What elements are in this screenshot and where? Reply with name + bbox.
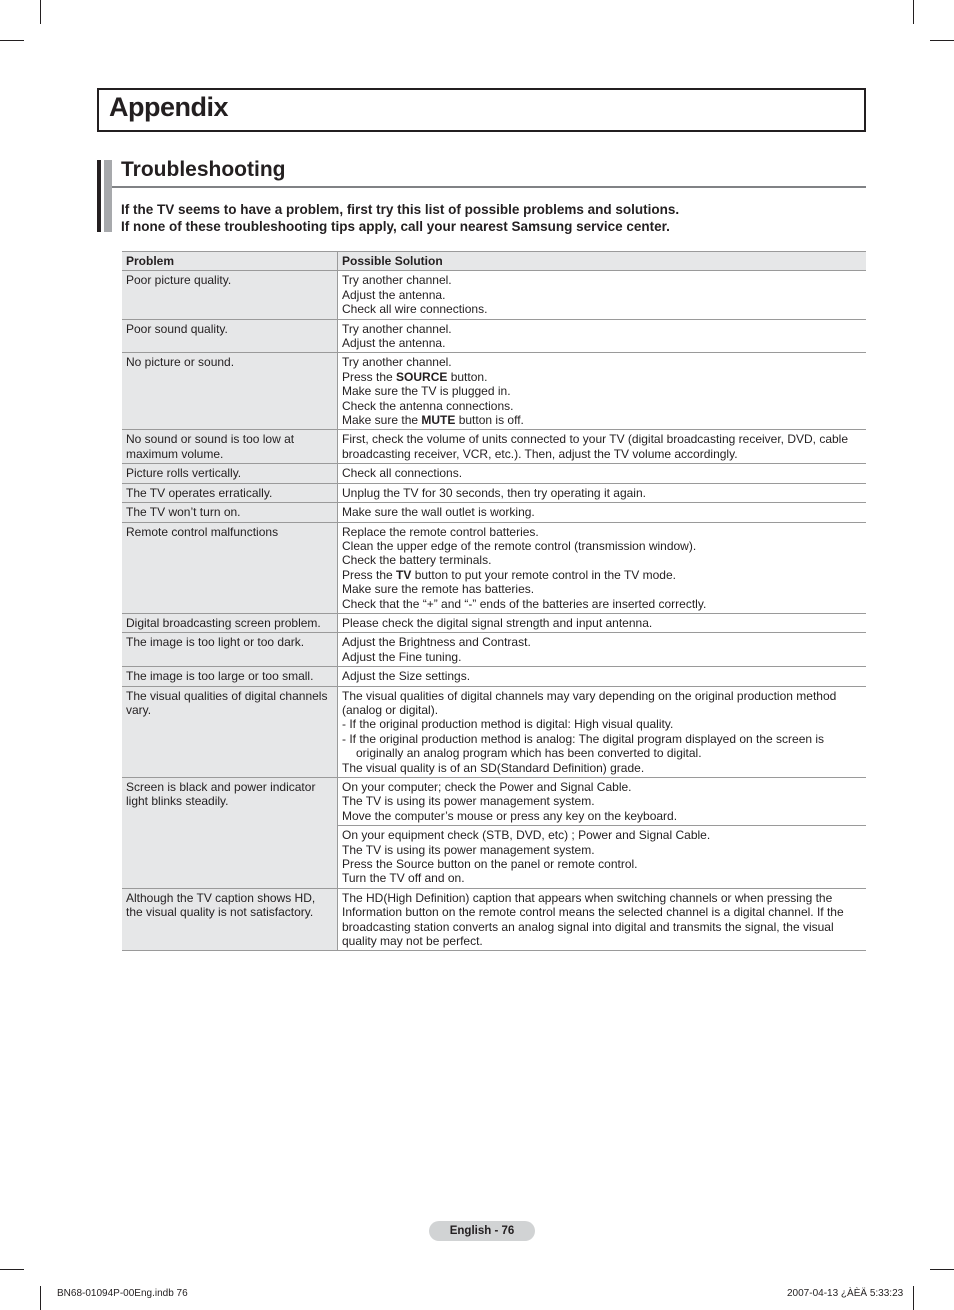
table-row — [122, 271, 866, 319]
solution-text: Try another channel. — [342, 273, 452, 288]
solution-line — [342, 568, 862, 582]
solution-text: Replace the remote control batteries. — [342, 524, 539, 539]
solution-text: Make sure the TV is plugged in. — [342, 384, 511, 399]
solution-line — [342, 322, 862, 336]
solution-line — [342, 413, 862, 427]
solution-text: The TV is using its power management system. — [342, 842, 595, 857]
solution-line — [342, 302, 862, 316]
solution-cell — [338, 686, 867, 777]
page-number-badge: English - 76 — [429, 1221, 535, 1241]
solution-text: Press the — [342, 369, 397, 384]
solution-cell — [338, 353, 867, 430]
solution-text: Turn the TV off and on. — [342, 871, 465, 886]
solution-line — [342, 669, 862, 683]
solution-cell — [338, 522, 867, 613]
solution-text: Press the Source button on the panel or remote control. — [342, 857, 638, 872]
solution-line — [342, 384, 862, 398]
problem-text: maximum volume. — [126, 446, 224, 461]
table-row — [122, 464, 866, 483]
solution-line — [342, 486, 862, 500]
table-row — [122, 430, 866, 464]
button-name: TV — [396, 567, 412, 582]
solution-line — [342, 616, 862, 630]
problem-text: Picture rolls vertically. — [126, 466, 242, 481]
solution-line — [342, 732, 862, 761]
solution-text: Please check the digital signal strength and input antenna. — [342, 615, 653, 630]
solution-line — [342, 934, 862, 948]
solution-text: Make sure the — [342, 413, 422, 428]
crop-mark — [913, 0, 914, 24]
solution-line — [342, 355, 862, 369]
solution-line — [342, 505, 862, 519]
problem-cell — [122, 613, 338, 632]
file-info: BN68-01094P-00Eng.indb 76 — [57, 1288, 188, 1299]
solution-cell — [338, 633, 867, 667]
crop-mark — [913, 1286, 914, 1310]
solution-line — [342, 597, 862, 611]
solution-line — [342, 871, 862, 885]
solution-line — [342, 703, 862, 717]
solution-line — [342, 370, 862, 384]
solution-line — [342, 857, 862, 871]
solution-line — [342, 650, 862, 664]
problem-text: Screen is black and power indicator — [126, 780, 316, 794]
solution-text: The TV is using its power management system. — [342, 794, 595, 809]
solution-text: Press the — [342, 567, 397, 582]
table-row — [122, 613, 866, 632]
solution-text: quality may not be perfect. — [342, 934, 483, 949]
solution-line — [342, 288, 862, 302]
crop-mark — [0, 1269, 24, 1270]
problem-cell — [122, 319, 338, 353]
solution-line — [342, 553, 862, 567]
solution-line — [342, 539, 862, 553]
solution-line — [342, 582, 862, 596]
table-header-row — [122, 252, 866, 271]
problem-text: The visual qualities of digital channels — [126, 688, 328, 703]
problem-cell — [122, 271, 338, 319]
crop-mark — [930, 40, 954, 41]
solution-cell — [338, 613, 867, 632]
solution-cell — [338, 888, 867, 951]
solution-line — [342, 794, 862, 808]
solution-text: Check all connections. — [342, 466, 463, 481]
troubleshooting-table — [122, 251, 866, 951]
problem-text: The image is too large or too small. — [126, 669, 314, 684]
intro-line: If none of these troubleshooting tips apply, call your nearest Samsung service center. — [121, 219, 670, 234]
problem-text: Poor picture quality. — [126, 273, 232, 288]
crop-mark — [40, 0, 41, 24]
solution-text: The visual qualities of digital channels may vary depending on the original production method — [342, 688, 837, 703]
solution-line — [342, 780, 862, 794]
solution-line — [342, 761, 862, 775]
solution-text: - If the original production method is digital: High visual quality. — [342, 717, 674, 732]
table-row — [122, 778, 866, 826]
problem-text: Although the TV caption shows HD, — [126, 890, 316, 905]
solution-text: On your equipment check (STB, DVD, etc) ; Power and Signal Cable. — [342, 828, 711, 843]
solution-text: First, check the volume of units connected to your TV (digital broadcasting receiver, DVD, cable — [342, 432, 849, 447]
problem-cell — [122, 667, 338, 686]
problem-cell — [122, 483, 338, 502]
print-timestamp: 2007-04-13 ¿ÀÈÄ 5:33:23 — [787, 1288, 904, 1299]
solution-text: Unplug the TV for 30 seconds, then try operating it again. — [342, 485, 646, 500]
solution-line — [342, 399, 862, 413]
section-marker-bar — [104, 160, 112, 232]
solution-cell — [338, 483, 867, 502]
solution-text: Try another channel. — [342, 355, 452, 370]
problem-cell — [122, 464, 338, 483]
solution-cell — [338, 319, 867, 353]
solution-text: The visual quality is of an SD(Standard Definition) grade. — [342, 760, 645, 775]
solution-line — [342, 843, 862, 857]
problem-text: Remote control malfunctions — [126, 524, 279, 539]
solution-text: On your computer; check the Power and Signal Cable. — [342, 780, 632, 794]
solution-text: Adjust the antenna. — [342, 336, 446, 351]
problem-cell — [122, 353, 338, 430]
problem-cell — [122, 430, 338, 464]
column-header-solution: Possible Solution — [338, 252, 867, 271]
problem-cell — [122, 686, 338, 777]
problem-text: No picture or sound. — [126, 355, 235, 370]
solution-text: Adjust the antenna. — [342, 287, 446, 302]
table-row — [122, 353, 866, 430]
solution-line — [342, 717, 862, 731]
table-row — [122, 319, 866, 353]
problem-text: the visual quality is not satisfactory. — [126, 905, 314, 920]
problem-cell — [122, 888, 338, 951]
solution-text: button to put your remote control in the TV mode. — [411, 567, 676, 582]
section-title: Troubleshooting — [121, 158, 286, 181]
problem-text: No sound or sound is too low at — [126, 432, 295, 447]
table-row — [122, 686, 866, 777]
solution-text: Adjust the Brightness and Contrast. — [342, 635, 531, 650]
section-marker-bar — [97, 160, 101, 232]
solution-cell — [338, 667, 867, 686]
solution-text: Check the antenna connections. — [342, 398, 514, 413]
table-row — [122, 503, 866, 522]
problem-text: The TV operates erratically. — [126, 485, 273, 500]
page-title: Appendix — [109, 92, 229, 122]
problem-text: light blinks steadily. — [126, 794, 229, 809]
solution-line — [342, 273, 862, 287]
problem-text: The TV won’t turn on. — [126, 505, 241, 520]
table-row — [122, 522, 866, 613]
crop-mark — [930, 1269, 954, 1270]
table-row — [122, 633, 866, 667]
solution-line — [342, 525, 862, 539]
intro-line: If the TV seems to have a problem, first try this list of possible problems and solutions. — [121, 202, 680, 217]
table-row — [122, 667, 866, 686]
button-name: MUTE — [421, 413, 456, 428]
solution-text: button is off. — [455, 413, 524, 428]
solution-text: button. — [447, 369, 488, 384]
table-body — [122, 271, 866, 951]
solution-text: Adjust the Size settings. — [342, 669, 471, 684]
solution-text: The HD(High Definition) caption that appears when switching channels or when pressing the — [342, 890, 833, 905]
problem-text: Digital broadcasting screen problem. — [126, 615, 321, 630]
solution-cell — [338, 464, 867, 483]
crop-mark — [40, 1286, 41, 1310]
solution-line — [342, 920, 862, 934]
solution-text: (analog or digital). — [342, 702, 439, 717]
solution-text: Adjust the Fine tuning. — [342, 649, 462, 664]
solution-text: broadcasting station converts an analog signal into digital and transmits the signal, the visual — [342, 919, 834, 934]
appendix-header — [97, 88, 866, 132]
solution-text: Check all wire connections. — [342, 302, 488, 317]
table-row — [122, 888, 866, 951]
column-header-problem: Problem — [122, 252, 338, 271]
solution-text: Information button on the remote control means the selected channel is a digital channel. If the — [342, 905, 844, 920]
problem-text: Poor sound quality. — [126, 321, 228, 336]
problem-cell — [122, 778, 338, 889]
solution-text: Make sure the remote has batteries. — [342, 582, 535, 597]
button-name: SOURCE — [396, 369, 448, 384]
problem-cell — [122, 633, 338, 667]
solution-line — [342, 635, 862, 649]
solution-text: broadcasting receiver, VCR, etc.). Then, adjust the TV volume accordingly. — [342, 446, 738, 461]
problem-text: The image is too light or too dark. — [126, 635, 305, 650]
solution-line — [342, 809, 862, 823]
problem-cell — [122, 522, 338, 613]
problem-cell — [122, 503, 338, 522]
solution-text: Check that the “+” and “-” ends of the batteries are inserted correctly. — [342, 596, 707, 611]
solution-cell — [338, 826, 867, 889]
solution-line — [342, 336, 862, 350]
problem-text: vary. — [126, 702, 152, 717]
solution-line — [342, 828, 862, 842]
section-rule — [112, 186, 866, 188]
table-row — [122, 483, 866, 502]
solution-text: Move the computer’s mouse or press any key on the keyboard. — [342, 808, 678, 823]
solution-cell — [338, 503, 867, 522]
solution-line — [342, 891, 862, 905]
solution-text: Try another channel. — [342, 321, 452, 336]
solution-cell — [338, 430, 867, 464]
crop-mark — [0, 40, 24, 41]
solution-line — [342, 689, 862, 703]
solution-text: Clean the upper edge of the remote control (transmission window). — [342, 538, 697, 553]
solution-cell — [338, 778, 867, 826]
solution-line — [342, 905, 862, 919]
solution-line — [342, 447, 862, 461]
solution-cell — [338, 271, 867, 319]
solution-text: - If the original production method is analog: The digital program displayed on the screen is originally an analog program which has been converted to digital. — [342, 731, 825, 761]
solution-line — [342, 432, 862, 446]
intro-text — [121, 201, 679, 235]
solution-line — [342, 466, 862, 480]
solution-text: Check the battery terminals. — [342, 553, 492, 568]
solution-text: Make sure the wall outlet is working. — [342, 505, 535, 520]
